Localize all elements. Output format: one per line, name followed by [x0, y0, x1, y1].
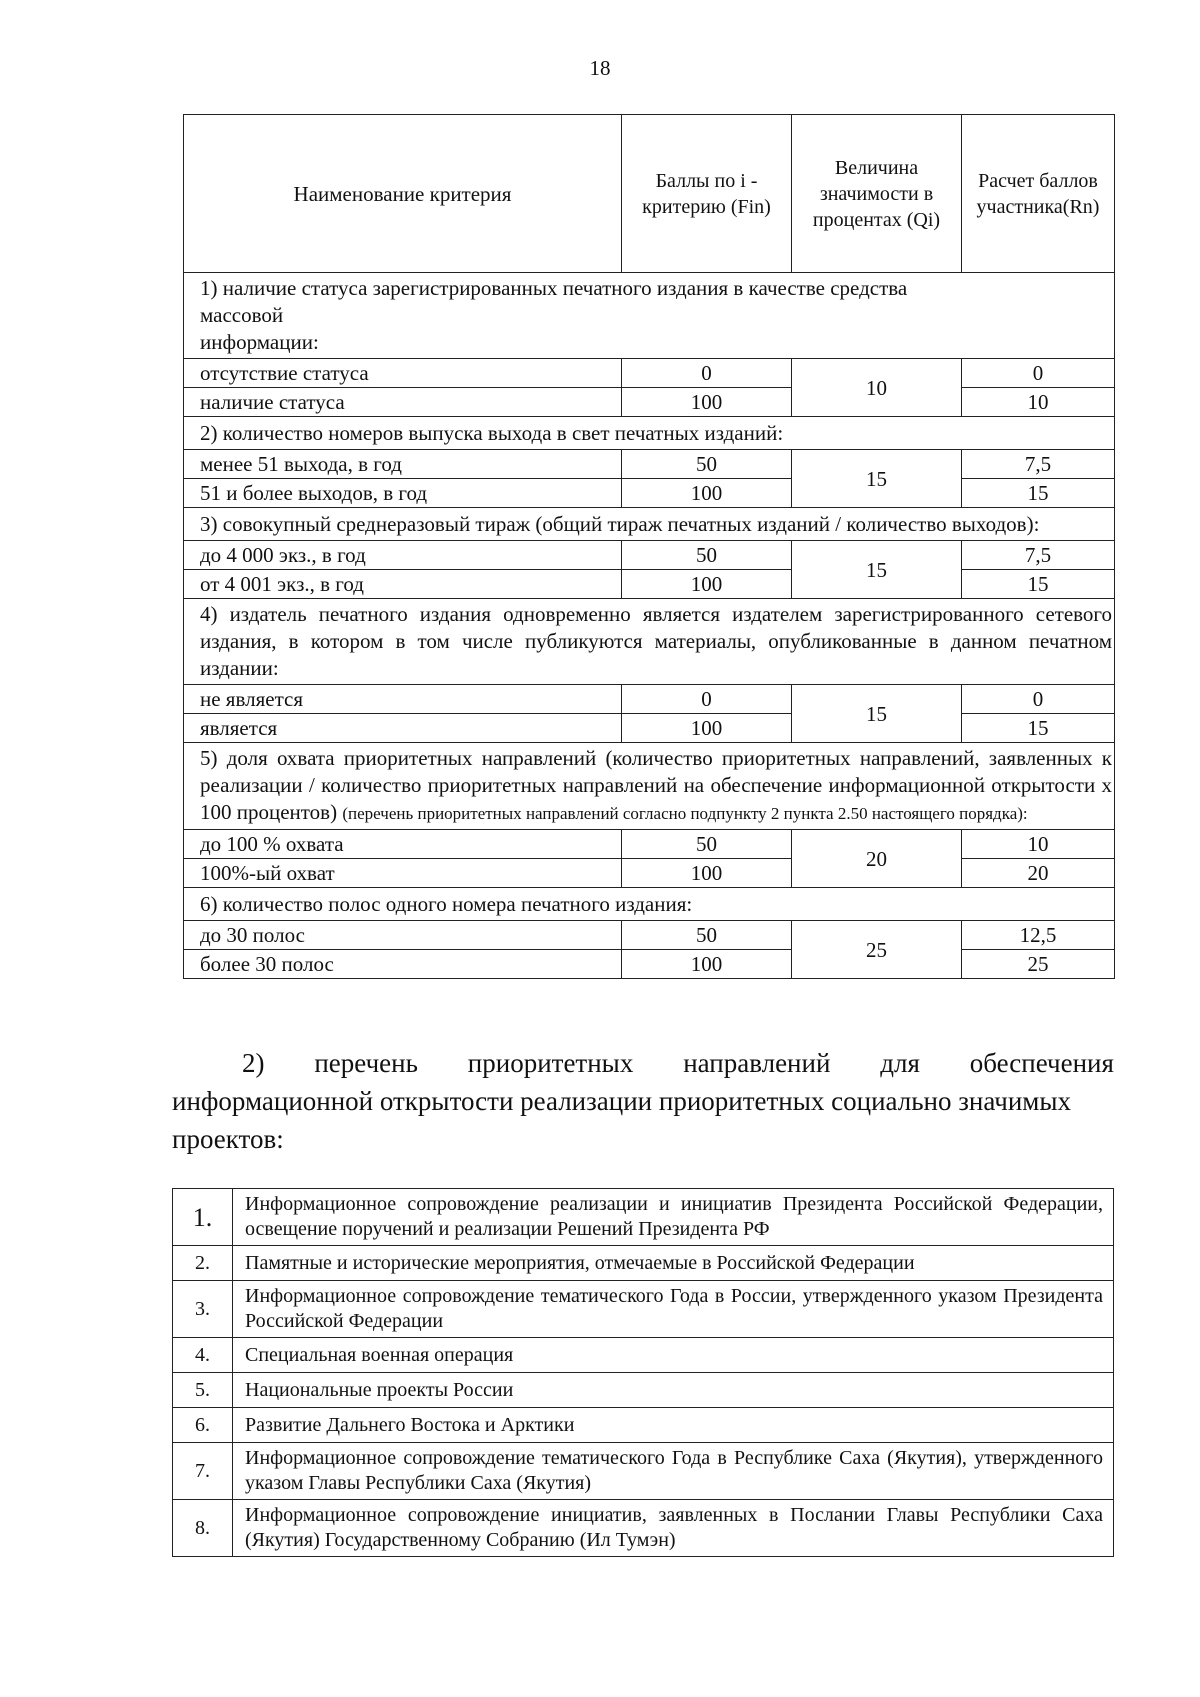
option-label: наличие статуса	[184, 388, 622, 417]
paragraph-word: обеспечения	[969, 1048, 1114, 1078]
criteria-option-row	[184, 479, 1115, 508]
direction-number: 3.	[173, 1281, 233, 1338]
criteria-option-row	[184, 830, 1115, 859]
section-title-text	[200, 511, 1114, 538]
criteria-section-title	[184, 743, 1115, 830]
criteria-header-row	[184, 115, 1115, 273]
direction-row	[173, 1338, 1114, 1373]
criteria-section-row	[184, 417, 1115, 450]
header-criterion-name: Наименование критерия	[184, 115, 622, 273]
option-label: 51 и более выходов, в год	[184, 479, 622, 508]
direction-text: Информационное сопровождение тематического Года в России, утвержденного указом Президента Российской Федерации	[233, 1281, 1114, 1338]
criterion-weight: 25	[792, 921, 962, 979]
direction-text: Национальные проекты России	[233, 1373, 1114, 1408]
option-points: 100	[622, 859, 792, 888]
option-calc: 12,5	[962, 921, 1115, 950]
header-points: Баллы по i - критерию (Fin)	[622, 115, 792, 273]
section-title-text	[200, 420, 1114, 447]
paragraph-word: перечень	[314, 1048, 418, 1078]
criteria-option-row	[184, 714, 1115, 743]
header-calc: Расчет баллов участника(Rn)	[962, 115, 1115, 273]
page-number: 18	[589, 56, 611, 80]
direction-number: 7.	[173, 1443, 233, 1500]
option-label: до 30 полос	[184, 921, 622, 950]
direction-number: 8.	[173, 1500, 233, 1557]
criteria-section-row	[184, 743, 1115, 830]
criteria-option-row	[184, 359, 1115, 388]
option-label: 100%-ый охват	[184, 859, 622, 888]
direction-row	[173, 1189, 1114, 1246]
option-label: более 30 полос	[184, 950, 622, 979]
direction-text: Информационное сопровождение реализации и инициатив Президента Российской Федерации, освещение поручений и реализации Решений Президента РФ	[233, 1189, 1114, 1246]
section-title-main: 5) доля охвата приоритетных направлений (количество приоритетных направлений, заявленных к реализации / количество приоритетных направлений на обеспечение информационной открытости х 100 процентов)	[200, 746, 1112, 824]
paragraph-word: для	[880, 1048, 920, 1078]
section-title-main: 6) количество полос одного номера печатного издания:	[200, 891, 693, 916]
criterion-weight: 10	[792, 359, 962, 417]
criteria-section-row	[184, 508, 1115, 541]
option-label: от 4 001 экз., в год	[184, 570, 622, 599]
option-points: 100	[622, 570, 792, 599]
section-title-text	[200, 891, 1114, 918]
option-points: 0	[622, 685, 792, 714]
option-points: 100	[622, 479, 792, 508]
option-points: 0	[622, 359, 792, 388]
option-label: является	[184, 714, 622, 743]
option-calc: 10	[962, 388, 1115, 417]
section-title-text: 1) наличие статуса зарегистрированных печатного издания в качестве средства массовой информации:	[200, 276, 908, 354]
directions-table	[172, 1188, 1114, 1557]
option-calc: 0	[962, 685, 1115, 714]
criteria-section-title	[184, 273, 1115, 359]
criteria-option-row	[184, 450, 1115, 479]
option-points: 50	[622, 830, 792, 859]
criteria-section-title	[184, 888, 1115, 921]
paragraph-first-line	[172, 1044, 1114, 1082]
section-title-main: 4) издатель печатного издания одновременно является издателем зарегистрированного сетевого издания, в котором в том числе публикуются материалы, опубликованные в данном печатном издании:	[200, 602, 1112, 680]
paragraph-line-3: проектов:	[172, 1124, 284, 1154]
option-calc: 20	[962, 859, 1115, 888]
option-label: до 4 000 экз., в год	[184, 541, 622, 570]
criteria-table	[183, 114, 1115, 979]
criterion-weight: 20	[792, 830, 962, 888]
direction-row	[173, 1500, 1114, 1557]
direction-row	[173, 1373, 1114, 1408]
paragraph-line-2: информационной открытости реализации приоритетных социально значимых	[172, 1086, 1072, 1116]
option-points: 100	[622, 388, 792, 417]
option-calc: 0	[962, 359, 1115, 388]
criteria-option-row	[184, 950, 1115, 979]
criteria-section-title	[184, 417, 1115, 450]
section-title-note: (перечень приоритетных направлений согласно подпункту 2 пункта 2.50 настоящего порядка):	[342, 804, 1028, 823]
criteria-option-row	[184, 541, 1115, 570]
criteria-option-row	[184, 388, 1115, 417]
option-points: 50	[622, 921, 792, 950]
criteria-section-row	[184, 888, 1115, 921]
criteria-option-row	[184, 859, 1115, 888]
direction-number: 6.	[173, 1408, 233, 1443]
criterion-weight: 15	[792, 450, 962, 508]
option-points: 50	[622, 450, 792, 479]
direction-row	[173, 1246, 1114, 1281]
criteria-section-row	[184, 273, 1115, 359]
section-title-text	[200, 601, 1114, 682]
criteria-section-title	[184, 599, 1115, 685]
option-label: отсутствие статуса	[184, 359, 622, 388]
direction-number: 5.	[173, 1373, 233, 1408]
option-points: 100	[622, 714, 792, 743]
direction-text: Специальная военная операция	[233, 1338, 1114, 1373]
header-weight: Величина значимости в процентах (Qi)	[792, 115, 962, 273]
direction-number: 4.	[173, 1338, 233, 1373]
option-calc: 15	[962, 714, 1115, 743]
criteria-option-row	[184, 685, 1115, 714]
paragraph-word: приоритетных	[467, 1048, 634, 1078]
option-calc: 15	[962, 570, 1115, 599]
option-points: 50	[622, 541, 792, 570]
section-title-text	[200, 745, 1114, 827]
criterion-weight: 15	[792, 685, 962, 743]
option-calc: 10	[962, 830, 1115, 859]
option-calc: 25	[962, 950, 1115, 979]
direction-text: Развитие Дальнего Востока и Арктики	[233, 1408, 1114, 1443]
direction-number: 2.	[173, 1246, 233, 1281]
direction-row	[173, 1281, 1114, 1338]
section-title-main: 3) совокупный среднеразовый тираж (общий тираж печатных изданий / количество выходов):	[200, 511, 1040, 536]
direction-text: Информационное сопровождение инициатив, заявленных в Послании Главы Республики Саха (Якутия) Государственному Собранию (Ил Тумэн)	[233, 1500, 1114, 1557]
criterion-weight: 15	[792, 541, 962, 599]
option-calc: 15	[962, 479, 1115, 508]
direction-row	[173, 1408, 1114, 1443]
direction-text: Памятные и исторические мероприятия, отмечаемые в Российской Федерации	[233, 1246, 1114, 1281]
option-label: не является	[184, 685, 622, 714]
option-label: до 100 % охвата	[184, 830, 622, 859]
option-points: 100	[622, 950, 792, 979]
criteria-section-title	[184, 508, 1115, 541]
section-title-main: 2) количество номеров выпуска выхода в свет печатных изданий:	[200, 420, 784, 445]
criteria-option-row	[184, 570, 1115, 599]
paragraph-word: 2)	[242, 1048, 265, 1078]
direction-row	[173, 1443, 1114, 1500]
criteria-option-row	[184, 921, 1115, 950]
paragraph-word: направлений	[683, 1048, 831, 1078]
criteria-section-row	[184, 599, 1115, 685]
direction-number: 1.	[173, 1189, 233, 1246]
option-calc: 7,5	[962, 450, 1115, 479]
direction-text: Информационное сопровождение тематического Года в Республике Саха (Якутия), утвержденного указом Главы Республики Саха (Якутия)	[233, 1443, 1114, 1500]
option-calc: 7,5	[962, 541, 1115, 570]
option-label: менее 51 выхода, в год	[184, 450, 622, 479]
directions-intro-paragraph	[172, 1044, 1114, 1158]
